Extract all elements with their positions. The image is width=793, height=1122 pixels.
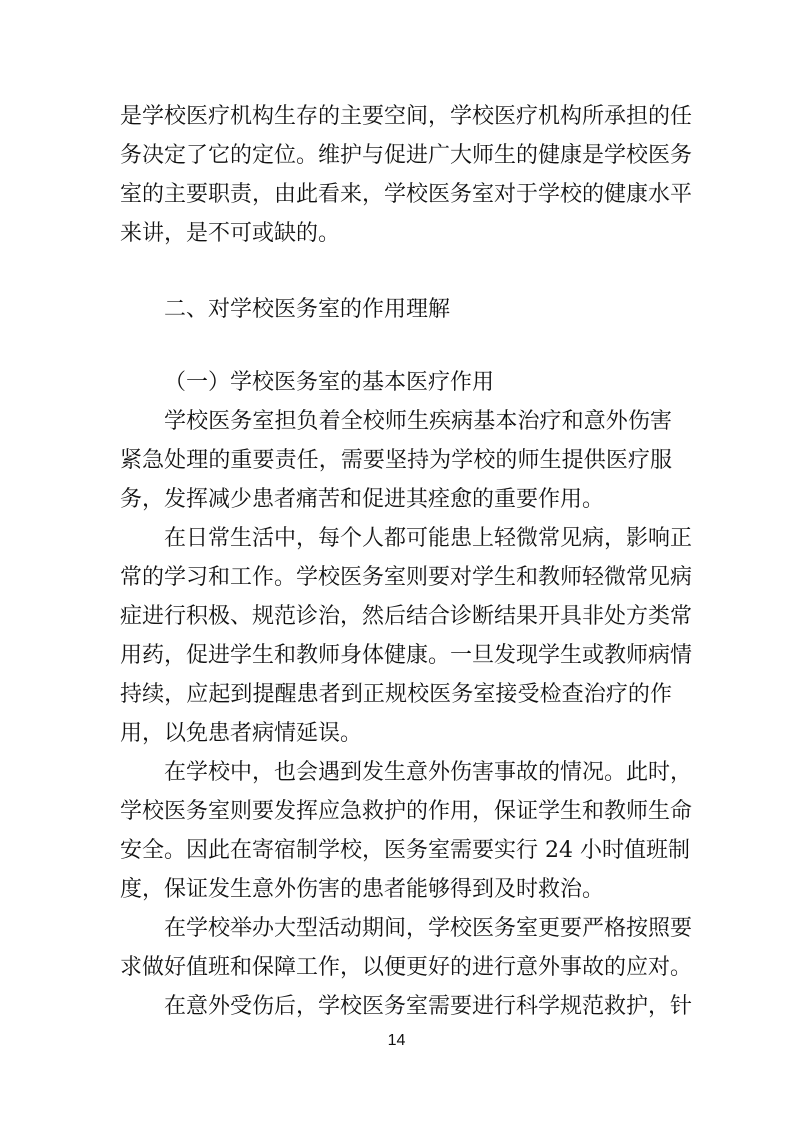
text-line: 常的学习和工作。学校医务室则要对学生和教师轻微常见病	[120, 565, 693, 590]
text-line: 求做好值班和保障工作，以便更好的进行意外事故的应对。	[120, 955, 693, 980]
section-heading: 二、对学校医务室的作用理解	[164, 297, 451, 322]
text-line: 症进行积极、规范诊治，然后结合诊断结果开具非处方类常	[120, 604, 693, 629]
text-line: 用药，促进学生和教师身体健康。一旦发现学生或教师病情	[120, 643, 693, 668]
text-line: 在学校中，也会遇到发生意外伤害事故的情况。此时，	[164, 760, 693, 785]
text-line: 紧急处理的重要责任，需要坚持为学校的师生提供医疗服	[120, 448, 672, 473]
text-line: 度，保证发生意外伤害的患者能够得到及时救治。	[120, 877, 605, 902]
text-line: 学校医务室则要发挥应急救护的作用，保证学生和教师生命	[120, 799, 693, 824]
text-line: 学校医务室担负着全校师生疾病基本治疗和意外伤害	[164, 409, 672, 434]
text-line: 安全。因此在寄宿制学校，医务室需要实行 24 小时值班制	[120, 838, 690, 863]
text-line: 在学校举办大型活动期间，学校医务室更要严格按照要	[164, 916, 693, 941]
text-line: 来讲，是不可或缺的。	[120, 221, 341, 246]
text-line: 室的主要职责，由此看来，学校医务室对于学校的健康水平	[120, 182, 693, 207]
text-line: 在意外受伤后，学校医务室需要进行科学规范救护，针	[164, 994, 693, 1019]
text-line: 务，发挥减少患者痛苦和促进其痊愈的重要作用。	[120, 487, 605, 512]
subsection-heading: （一）学校医务室的基本医疗作用	[164, 370, 495, 395]
text-line: 务决定了它的定位。维护与促进广大师生的健康是学校医务	[120, 143, 693, 168]
text-line: 持续，应起到提醒患者到正规校医务室接受检查治疗的作	[120, 682, 672, 707]
text-line: 在日常生活中，每个人都可能患上轻微常见病，影响正	[164, 526, 693, 551]
text-line: 是学校医疗机构生存的主要空间，学校医疗机构所承担的任	[120, 104, 693, 129]
page-number: 14	[387, 1032, 406, 1049]
text-line: 用，以免患者病情延误。	[120, 721, 363, 746]
